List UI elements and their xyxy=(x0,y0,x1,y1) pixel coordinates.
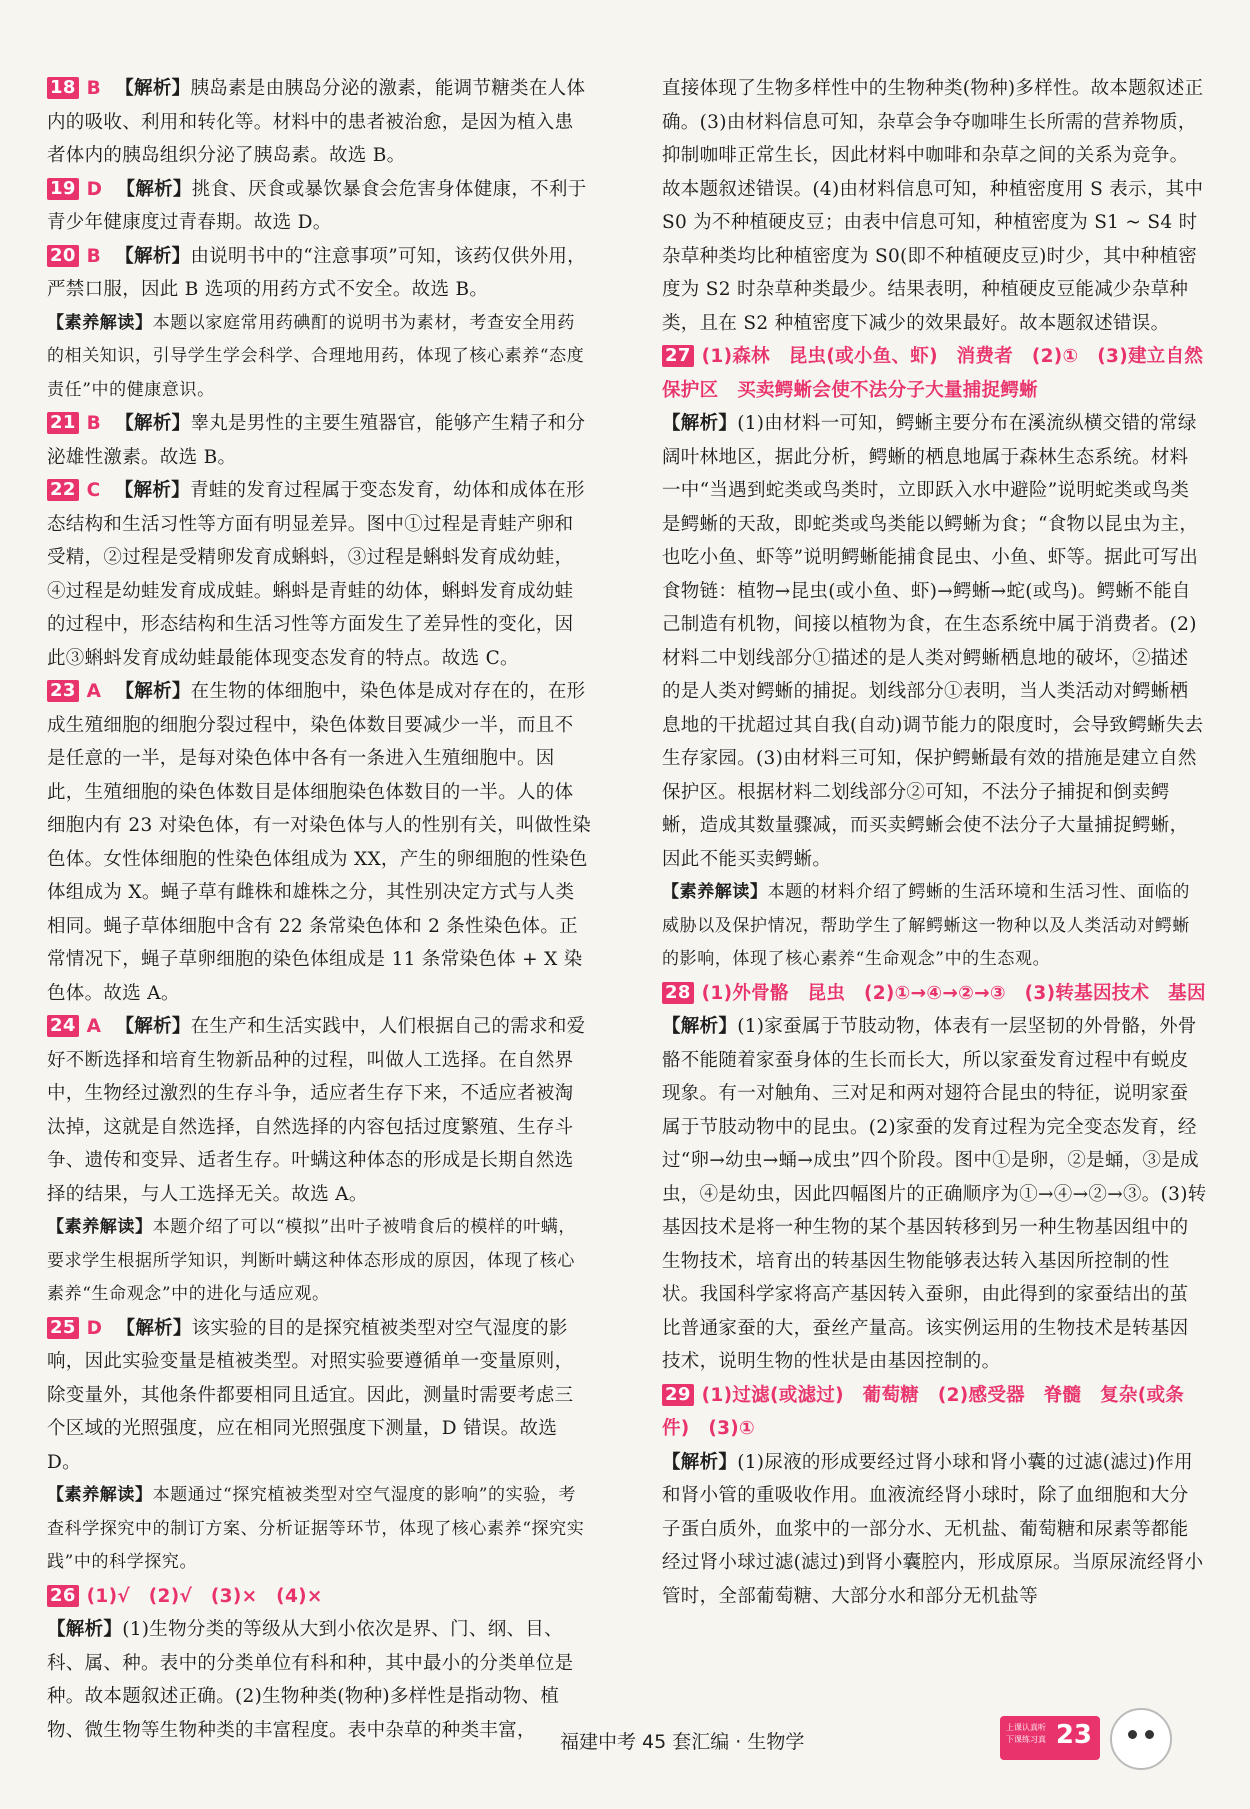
analysis-tag: 【解析】 xyxy=(47,1619,123,1640)
analysis-text: 睾丸是男性的主要生殖器官，能够产生精子和分泌雄性激素。故选 B。 xyxy=(47,413,586,468)
analysis-tag: 【解析】 xyxy=(115,245,191,267)
analysis-text: (1)尿液的形成要经过肾小球和肾小囊的过滤(滤过)作用和肾小管的重吸收作用。血液流经肾小球时，除了血细胞和大分子蛋白质外，血浆中的一部分水、无机盐、葡萄糖和尿素等都能经过肾小球过滤(滤过)到肾小囊腔内，形成原尿。当原尿流经肾小管时，全部葡萄糖、大部分水和部分无机盐等 xyxy=(662,1451,1204,1607)
question-number: 20 xyxy=(47,245,79,267)
question-28-analysis xyxy=(662,1010,1207,1379)
answer-letter: D xyxy=(86,178,103,200)
answer-line-text: (1)森林 昆虫(或小鱼、虾) 消费者 (2)① (3)建立自然保护区 买卖鳄蜥会使不法分子大量捕捉鳄蜥 xyxy=(662,346,1204,401)
question-27-analysis xyxy=(662,407,1207,876)
question-24 xyxy=(47,1010,592,1211)
answer-letter: D xyxy=(86,1317,103,1339)
answer-letter: C xyxy=(86,480,101,501)
analysis-text: 挑食、厌食或暴饮暴食会危害身体健康，不利于青少年健康度过青春期。故选 D。 xyxy=(47,178,587,233)
literacy-tag: 【素养解读】 xyxy=(47,1217,153,1237)
literacy-tag: 【素养解读】 xyxy=(47,312,153,333)
question-21 xyxy=(47,407,592,474)
page-number: 23 xyxy=(1055,1720,1092,1750)
question-18 xyxy=(47,72,592,173)
question-27-answers xyxy=(662,340,1207,407)
analysis-tag: 【解析】 xyxy=(662,413,738,434)
analysis-text: 在生物的体细胞中，染色体是成对存在的，在形成生殖细胞的细胞分裂过程中，染色体数目要减少一半，而且不是任意的一半，是每对染色体中各有一条进入生殖细胞中。因此，生殖细胞的染色体数目是体细胞染色体数目的一半。人的体细胞内有 23 对染色体，有一对染色体与人的性别有关，叫做性染色体。女性体细胞的性染色体组成为 XX，产生的卵细胞的性染色体组成为 X。蝇子草有雌株和雄株之分，其性别决定方式与人类相同。蝇子草体细胞中含有 22 条常染色体和 2 条性染色体。正常情况下，蝇子草卵细胞的染色体组成是 11 条常染色体 + X 染色体。故选 A。 xyxy=(47,681,592,1004)
analysis-tag: 【解析】 xyxy=(662,1451,738,1473)
literacy-note-20 xyxy=(47,307,592,408)
analysis-text: 青蛙的发育过程属于变态发育，幼体和成体在形态结构和生活习性等方面有明显差异。图中①过程是青蛙产卵和受精，②过程是受精卵发育成蝌蚪，③过程是蝌蚪发育成幼蛙，④过程是幼蛙发育成成蛙。蝌蚪是青蛙的幼体，蝌蚪发育成幼蛙的过程中，形态结构和生活习性等方面发生了差异性的变化，因此③蝌蚪发育成幼蛙最能体现变态发育的特点。故选 C。 xyxy=(47,480,585,669)
question-number: 29 xyxy=(662,1384,694,1406)
analysis-text: 在生产和生活实践中，人们根据自己的需求和爱好不断选择和培育生物新品种的过程，叫做人工选择。在自然界中，生物经过激烈的生存斗争，适应者生存下来，不适应者被淘汰掉，这就是自然选择，自然选择的内容包括过度繁殖、生存斗争、遗传和变异、适者生存。叶螨这种体态的形成是长期自然选择的结果，与人工选择无关。故选 A。 xyxy=(47,1016,586,1205)
question-26-continued: 直接体现了生物多样性中的生物种类(物种)多样性。故本题叙述正确。(3)由材料信息可知，杂草会争夺咖啡生长所需的营养物质，抑制咖啡正常生长，因此材料中咖啡和杂草之间的关系为竞争。故本题叙述错误。(4)由材料信息可知，种植密度用 S 表示，其中 S0 为不种植硬皮豆；由表中信息可知，种植密度为 S1 ~ S4 时杂草种类均比种植密度为 S0(即不种植硬皮豆)时少，其中种植密度为 S2 时杂草种类最少。结果表明，种植硬皮豆能减少杂草种类，且在 S2 种植密度下减少的效果最好。故本题叙述错误。 xyxy=(662,78,1204,334)
answer-letter: A xyxy=(86,681,102,702)
question-number: 22 xyxy=(47,479,79,501)
question-number: 28 xyxy=(662,982,694,1004)
question-number: 23 xyxy=(47,680,79,702)
question-26-analysis xyxy=(47,1613,592,1747)
literacy-text: 本题通过“探究植被类型对空气湿度的影响”的实验，考查科学探究中的制订方案、分析证据等环节，体现了核心素养“探究实践”中的科学探究。 xyxy=(47,1485,585,1572)
literacy-note-24 xyxy=(47,1211,592,1312)
question-28-answers xyxy=(662,977,1207,1011)
analysis-tag: 【解析】 xyxy=(115,78,191,99)
question-26-answers xyxy=(47,1580,592,1614)
question-number: 19 xyxy=(47,178,79,200)
literacy-text: 本题的材料介绍了鳄蜥的生活环境和生活习性、面临的威胁以及保护情况，帮助学生了解鳄蜥这一物种以及人类活动对鳄蜥的影响，体现了核心素养“生命观念”中的生态观。 xyxy=(662,882,1191,969)
page-badge xyxy=(1000,1716,1100,1760)
analysis-tag: 【解析】 xyxy=(115,681,191,702)
question-number: 21 xyxy=(47,412,79,434)
question-25 xyxy=(47,1312,592,1480)
answer-line-text: (1)过滤(或滤过) 葡萄糖 (2)感受器 脊髓 复杂(或条件) (3)① xyxy=(662,1384,1185,1439)
badge-line-2: 下课练习真 xyxy=(1006,1735,1046,1744)
question-23 xyxy=(47,675,592,1010)
analysis-tag: 【解析】 xyxy=(116,178,192,200)
analysis-tag: 【解析】 xyxy=(114,480,190,501)
answer-letter: B xyxy=(86,413,102,434)
literacy-text: 本题以家庭常用药碘酊的说明书为素材，考查安全用药的相关知识，引导学生学会科学、合理地用药，体现了核心素养“态度责任”中的健康意识。 xyxy=(47,312,585,400)
literacy-note-25 xyxy=(47,1479,592,1580)
question-20 xyxy=(47,240,592,307)
question-22 xyxy=(47,474,592,675)
answer-line-text: (1)√ (2)√ (3)× (4)× xyxy=(86,1585,323,1607)
answer-letter: A xyxy=(86,1016,102,1037)
right-column xyxy=(662,72,1207,1613)
analysis-tag: 【解析】 xyxy=(116,1317,192,1339)
analysis-tag: 【解析】 xyxy=(662,1016,738,1037)
footer-title: 福建中考 45 套汇编 · 生物学 xyxy=(560,1731,805,1753)
question-number: 27 xyxy=(662,345,694,367)
badge-slogan xyxy=(1006,1722,1046,1746)
question-29-analysis xyxy=(662,1446,1207,1614)
question-number: 24 xyxy=(47,1015,79,1037)
analysis-text: 该实验的目的是探究植被类型对空气湿度的影响，因此实验变量是植被类型。对照实验要遵循单一变量原则，除变量外，其他条件都要相同且适宜。因此，测量时需要考虑三个区域的光照强度，应在相同光照强度下测量，D 错误。故选 D。 xyxy=(47,1317,574,1473)
literacy-tag: 【素养解读】 xyxy=(47,1485,153,1505)
literacy-tag: 【素养解读】 xyxy=(662,882,768,902)
question-number: 26 xyxy=(47,1585,79,1607)
question-19 xyxy=(47,173,592,240)
mascot-icon xyxy=(1110,1708,1172,1770)
question-number: 18 xyxy=(47,77,79,99)
answer-line-text: (1)外骨骼 昆虫 (2)①→④→②→③ (3)转基因技术 基因 xyxy=(701,982,1206,1004)
analysis-text: 由说明书中的“注意事项”可知，该药仅供外用，严禁口服，因此 B 选项的用药方式不安全。故选 B。 xyxy=(47,245,586,300)
badge-line-1: 上课认真听 xyxy=(1006,1723,1046,1732)
literacy-note-27 xyxy=(662,876,1207,977)
analysis-tag: 【解析】 xyxy=(115,413,191,434)
question-29-answers xyxy=(662,1379,1207,1446)
left-column xyxy=(47,72,592,1747)
analysis-text: (1)家蚕属于节肢动物，体表有一层坚韧的外骨骼，外骨骼不能随着家蚕身体的生长而长大，所以家蚕发育过程中有蜕皮现象。有一对触角、三对足和两对翅符合昆虫的特征，说明家蚕属于节肢动物中的昆虫。(2)家蚕的发育过程为完全变态发育，经过“卵→幼虫→蛹→成虫”四个阶段。图中①是卵，②是蛹，③是成虫，④是幼虫，因此四幅图片的正确顺序为①→④→②→③。(3)转基因技术是将一种生物的某个基因转移到另一种生物基因组中的生物技术，培育出的转基因生物能够表达转入基因所控制的性状。我国科学家将高产基因转入蚕卵，由此得到的家蚕结出的茧比普通家蚕的大，蚕丝产量高。该实例运用的生物技术是转基因技术，说明生物的性状是由基因控制的。 xyxy=(662,1016,1207,1372)
analysis-text: (1)生物分类的等级从大到小依次是界、门、纲、目、科、属、种。表中的分类单位有科和种，其中最小的分类单位是种。故本题叙述正确。(2)生物种类(物种)多样性是指动物、植物、微生物等生物种类的丰富程度。表中杂草的种类丰富， xyxy=(47,1619,574,1741)
answer-letter: B xyxy=(86,245,102,267)
literacy-text: 本题介绍了可以“模拟”出叶子被啃食后的模样的叶螨，要求学生根据所学知识，判断叶螨这种体态形成的原因，体现了核心素养“生命观念”中的进化与适应观。 xyxy=(47,1217,576,1304)
analysis-tag: 【解析】 xyxy=(115,1016,191,1037)
analysis-text: (1)由材料一可知，鳄蜥主要分布在溪流纵横交错的常绿阔叶林地区，据此分析，鳄蜥的栖息地属于森林生态系统。材料一中“当遇到蛇类或鸟类时，立即跃入水中避险”说明蛇类或鸟类是鳄蜥的天敌，即蛇类或鸟类能以鳄蜥为食；“食物以昆虫为主，也吃小鱼、虾等”说明鳄蜥能捕食昆虫、小鱼、虾等。据此可写出食物链：植物→昆虫(或小鱼、虾)→鳄蜥→蛇(或鸟)。鳄蜥不能自己制造有机物，间接以植物为食，在生态系统中属于消费者。(2)材料二中划线部分①描述的是人类对鳄蜥栖息地的破坏，②描述的是人类对鳄蜥的捕捉。划线部分①表明，当人类活动对鳄蜥栖息地的干扰超过其自我(自动)调节能力的限度时，会导致鳄蜥失去生存家园。(3)由材料三可知，保护鳄蜥最有效的措施是建立自然保护区。根据材料二划线部分②可知，不法分子捕捉和倒卖鳄蜥，造成其数量骤减，而买卖鳄蜥会使不法分子大量捕捉鳄蜥，因此不能买卖鳄蜥。 xyxy=(662,413,1204,870)
answer-letter: B xyxy=(86,78,102,99)
question-number: 25 xyxy=(47,1317,79,1339)
analysis-text: 胰岛素是由胰岛分泌的激素，能调节糖类在人体内的吸收、利用和转化等。材料中的患者被治愈，是因为植入患者体内的胰岛组织分泌了胰岛素。故选 B。 xyxy=(47,78,586,166)
